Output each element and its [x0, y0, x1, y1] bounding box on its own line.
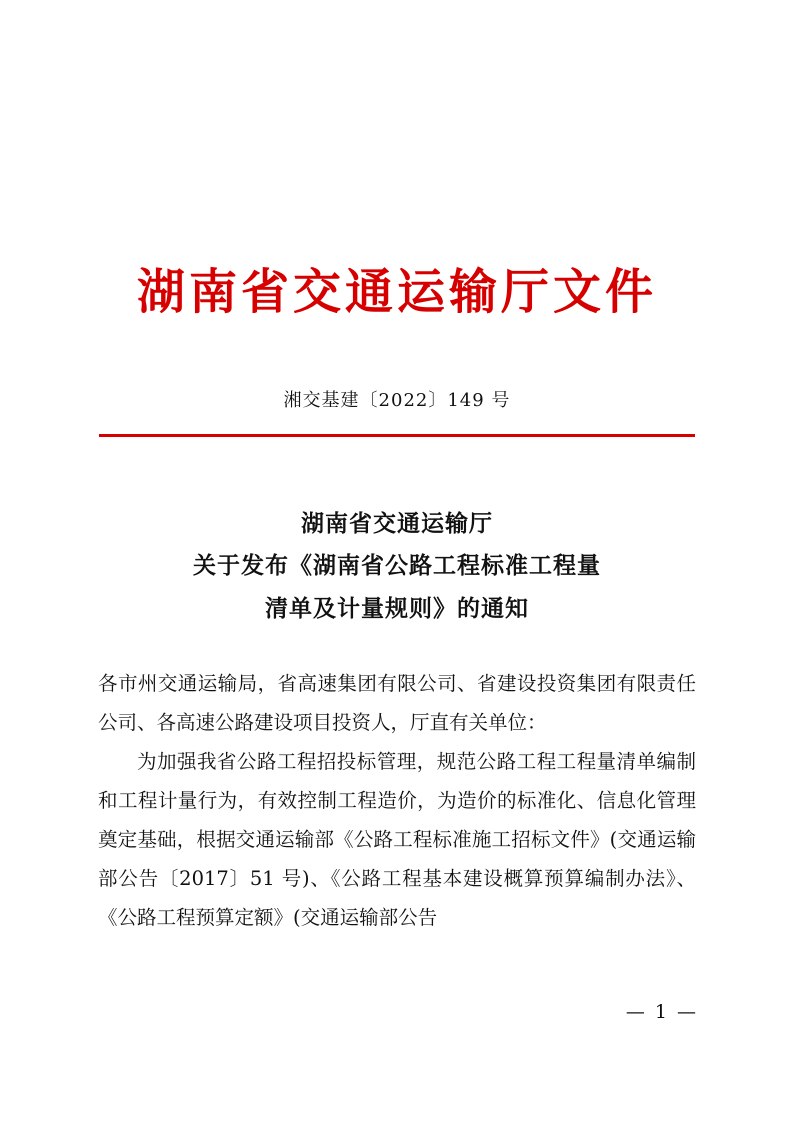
- document-title: [0, 503, 794, 631]
- masthead: [0, 0, 794, 322]
- title-line-3: 清单及计量规则》的通知: [265, 594, 529, 622]
- red-divider-rule: [99, 434, 695, 437]
- title-line-1: 湖南省交通运输厅: [301, 509, 493, 537]
- document-number: 湘交基建〔2022〕149 号: [283, 390, 511, 411]
- body-paragraph-salutation: 各市州交通运输局，省高速集团有限公司、省建设投资集团有限责任公司、各高速公路建设项目投资人，厅直有关单位：: [98, 672, 696, 735]
- body-paragraph-1: 为加强我省公路工程招投标管理，规范公路工程工程量清单编制和工程计量行为，有效控制工程造价，为造价的标准化、信息化管理奠定基础，根据交通运输部《公路工程标准施工招标文件》(交通运输部公告〔2017〕51 号)、《公路工程基本建设概算预算编制办法》、《公路工程预算定额》(交通运输部公告: [98, 750, 696, 930]
- title-line-2: 关于发布《湖南省公路工程标准工程量: [193, 552, 601, 580]
- masthead-title: 湖南省交通运输厅文件: [136, 264, 657, 320]
- body-text: [98, 664, 696, 937]
- page-number: — 1 —: [625, 1001, 698, 1023]
